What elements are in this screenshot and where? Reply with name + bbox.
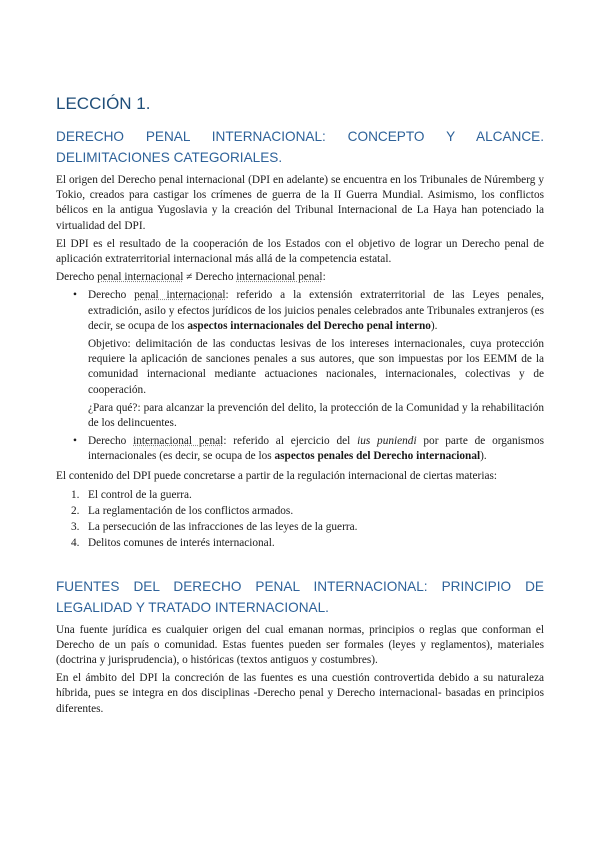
bullet-2-definition: Derecho internacional penal: referido al ejercicio del ius puniendi por parte de organismos internacionales (es decir, se ocupa de los aspectos penales del Derecho internacional). xyxy=(88,435,544,463)
section2-paragraph-2: En el ámbito del DPI la concreción de las fuentes es una cuestión controvertida debido a su naturaleza híbrida, pues se integra en dos disciplinas -Derecho penal y Derecho internacional- basadas en principios diferentes. xyxy=(56,672,544,715)
materias-numbered-list xyxy=(56,487,544,552)
bullet-icon: • xyxy=(73,435,77,448)
list-item: 4. Delitos comunes de interés internacional. xyxy=(71,537,275,550)
section2-heading-line2: LEGALIDAD Y TRATADO INTERNACIONAL. xyxy=(56,599,329,615)
bullet-1-bold: aspectos internacionales del Derecho penal interno xyxy=(187,319,431,332)
section2-paragraph-1: Una fuente jurídica es cualquier origen del cual emanan normas, principios o reglas que conforman el Derecho de un país o comunidad. Estas fuentes pueden ser formales (leyes y reglamentos), materiales (doctrina y jurisprudencia), o históricas (textos antiguos y costumbres). xyxy=(56,623,544,667)
section1-heading-line1: DERECHO PENAL INTERNACIONAL: CONCEPTO Y ALCANCE. xyxy=(56,129,544,144)
bullet-1-objective: Objetivo: delimitación de las conductas lesivas de los intereses internacionales, cuya protección requiere la aplicación de sanciones penales a sus autores, que son impuestas por los EEMM de la comunidad internacional mediante actuaciones nacionales, internacionales, colectivas y de cooperación. xyxy=(88,338,544,396)
bullet-icon: • xyxy=(73,289,77,302)
distinction-line: Derecho penal internacional ≠ Derecho internacional penal: xyxy=(56,271,326,284)
list-item: 3. La persecución de las infracciones de las leyes de la guerra. xyxy=(71,521,358,534)
distinction-bullet-list xyxy=(56,288,544,464)
bullet-item-internacional-penal xyxy=(73,434,544,464)
lesson-title: LECCIÓN 1. xyxy=(56,94,151,113)
section2-heading-line1: FUENTES DEL DERECHO PENAL INTERNACIONAL: PRINCIPIO DE xyxy=(56,578,544,594)
section1-paragraph-3: El contenido del DPI puede concretarse a partir de la regulación internacional de ciertas materias: xyxy=(56,469,498,482)
section1-paragraph-1: El origen del Derecho penal internacional (DPI en adelante) se encuentra en los Tribunales de Núremberg y Tokio, creados para castigar los crímenes de guerra de la II Guerra Mundial. Asimismo, los conflictos bélicos en la antigua Yugoslavia y la creación del Tribunal Internacional de La Haya han potenciado la virtualidad del DPI. xyxy=(56,174,544,232)
term-penal-internacional: penal internacional xyxy=(97,271,184,284)
bullet-1-definition: Derecho penal internacional: referido a la extensión extraterritorial de las Leyes penales, extradición, asilo y efectos jurídicos de los juicios penales celebrados ante Tribunales extranjeros (es decir, se ocupa de los aspectos internacionales del Derecho penal interno). xyxy=(88,289,544,332)
list-item: 2. La reglamentación de los conflictos armados. xyxy=(71,505,294,518)
section2-heading xyxy=(56,576,544,618)
bullet-1-purpose: ¿Para qué?: para alcanzar la prevención del delito, la protección de la Comunidad y la rehabilitación de los delincuentes. xyxy=(88,401,544,430)
section1-paragraph-2: El DPI es el resultado de la cooperación de los Estados con el objetivo de lograr un Derecho penal de aplicación extraterritorial internacional más allá de la competencia estatal. xyxy=(56,237,544,266)
section1-heading-line2: DELIMITACIONES CATEGORIALES. xyxy=(56,150,283,165)
bullet-item-penal-internacional xyxy=(73,288,544,431)
list-item: 1. El control de la guerra. xyxy=(71,488,192,501)
term-internacional-penal: internacional penal xyxy=(236,271,323,284)
section1-heading xyxy=(56,126,544,168)
bullet-2-bold: aspectos penales del Derecho internacional xyxy=(274,450,481,463)
